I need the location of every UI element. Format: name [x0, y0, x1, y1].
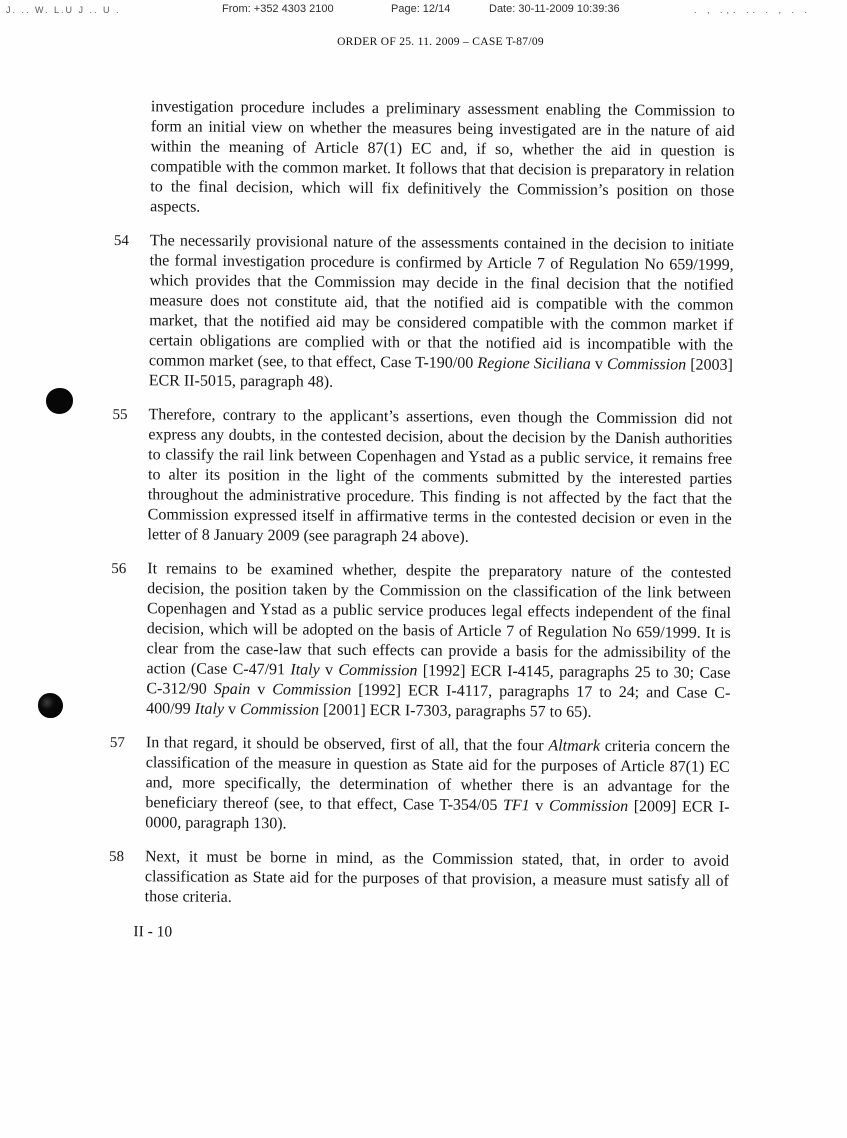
fax-date: Date: 30-11-2009 10:39:36 [489, 3, 620, 15]
fax-from-number: From: +352 4303 2100 [222, 3, 334, 15]
paragraph [110, 405, 732, 550]
document-content [107, 97, 735, 946]
paragraph-text: Therefore, contrary to the applicant’s assertions, even though the Commission did not express any doubts, in the contested decision, about the decision by the Danish authorities to classify the rail link between Copenhagen and Ystad as a public service, it remains free to alter its position in the light of the comments submitted by the interested parties throughout the administrative procedure. This finding is not affected by the fact that the Commission expressed itself in affirmative terms in the contested decision or even in the letter of 8 January 2009 (see paragraph 24 above). [147, 406, 733, 546]
paragraph [113, 97, 735, 222]
fax-page-count: Page: 12/14 [391, 3, 451, 15]
paragraph-text: The necessarily provisional nature of the assessments contained in the decision to initiate the formal investigation procedure is confirmed by Article 7 of Regulation No 659/1999, which provides that the Commission may decide in the final decision that the notified measure does not constitute aid, that the notified aid is compatible with the common market, that the notified aid may be considered compatible with the common market if certain obligations are complied with or that the notified aid is incompatible with the common market (see, to that effect, Case T-190/00 Regione Siciliana v Commission [2003] ECR II-5015, paragraph 48). [148, 232, 734, 391]
page-number-footer: II - 10 [133, 923, 173, 941]
paragraph-number: 57 [109, 734, 125, 752]
paragraph-number: 56 [111, 560, 127, 578]
paragraph [108, 733, 730, 838]
document-body [108, 97, 735, 912]
paragraph-number: 55 [112, 406, 128, 424]
paragraph [112, 231, 734, 396]
paragraph-text: investigation procedure includes a preliminary assessment enabling the Commission to form an initial view on whether the measures being investigated are in the nature of aid within the meaning of Article 87(1) EC and, if so, whether the aid in question is compatible with the common market. It follows that that decision is preparatory in relation to the final decision, which will fix definitively the Commission’s position on those aspects. [150, 98, 735, 216]
paragraph-text: Next, it must be borne in mind, as the Commission stated, that, in order to avoid classification as State aid for the purposes of that provision, a measure must satisfy all of those criteria. [144, 848, 730, 906]
fax-noise-left: J. .. W. L.U J .. U . [6, 5, 121, 15]
punch-hole-mark-bottom [38, 693, 63, 718]
paragraph-number [113, 97, 151, 217]
paragraph-text: In that regard, it should be observed, first of all, that the four Altmark criteria concern the classification of the measure in question as State aid for the purposes of Article 87(1) EC and, more specifically, the determination of whether there is an advantage for the beneficiary thereof (see, to that effect, Case T-354/05 TF1 v Commission [2009] ECR I-0000, paragraph 130). [145, 734, 730, 833]
paragraph [109, 559, 731, 724]
punch-hole-mark-top [46, 388, 73, 414]
document-title-header: ORDER OF 25. 11. 2009 – CASE T-87/09 [337, 36, 544, 48]
paragraph-number: 58 [108, 848, 125, 866]
paragraph [108, 847, 729, 912]
paragraph-number: 54 [113, 233, 129, 250]
fax-noise-right: . , .,. .. . , . . [694, 5, 812, 15]
fax-header [0, 3, 847, 18]
paragraph-text: It remains to be examined whether, despite the preparatory nature of the contested decision, the position taken by the Commission on the classification of the link between Copenhagen and Ystad as a public service produces legal effects independent of the final decision, which will be adopted on the basis of Article 7 of Regulation No 659/1999. It is clear from the case-law that such effects can provide a basis for the admissibility of the action (Case C-47/91 Italy v Commission [1992] ECR I-4145, paragraphs 25 to 30; Case C-312/90 Spain v Commission [1992] ECR I-4117, paragraphs 17 to 24; and Case C-400/99 Italy v Commission [2001] ECR I-7303, paragraphs 57 to 65). [146, 560, 732, 721]
